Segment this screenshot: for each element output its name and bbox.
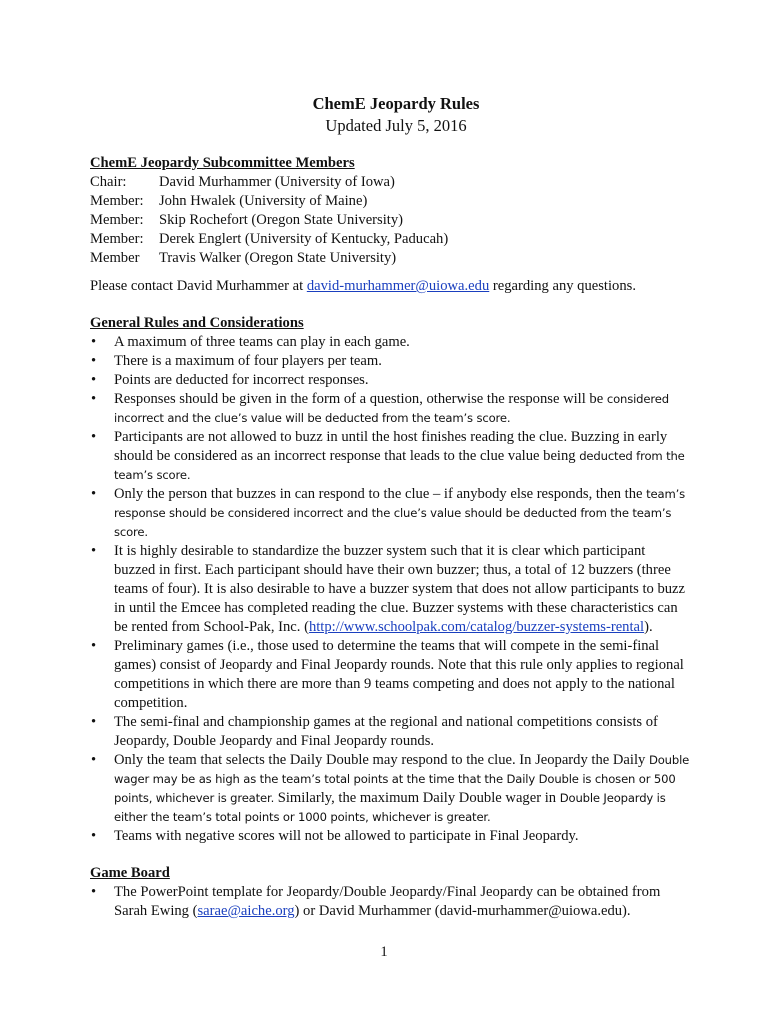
rule-text: A maximum of three teams can play in each game. [114, 334, 410, 350]
member-row [90, 230, 690, 249]
page-number: 1 [380, 944, 388, 960]
member-name: David Murhammer (University of Iowa) [159, 174, 395, 190]
rule-text: Only the person that buzzes in can respond to the clue – if anybody else responds, then the [114, 486, 647, 502]
contact-text: Please contact David Murhammer at [90, 278, 307, 294]
member-row [90, 249, 690, 268]
list-item [90, 371, 690, 390]
contact-email-link[interactable]: david-murhammer@uiowa.edu [306, 278, 490, 294]
general-rules-section [90, 314, 690, 846]
list-item [90, 883, 690, 921]
rule-text: Only the team that selects the Daily Double may respond to the clue. In Jeopardy the Daily [114, 752, 649, 768]
rule-text-end: ). [644, 619, 653, 635]
rule-text-end: ) or David Murhammer (david-murhammer@uiowa.edu). [294, 903, 631, 919]
game-board-heading: Game Board [90, 865, 170, 881]
list-item [90, 485, 690, 542]
rule-text: Participants are not allowed to buzz in until the host finishes reading the clue. Buzzing in early should be considered as an incorrect response that leads to the clue value being [114, 429, 668, 464]
general-rules-list [90, 333, 690, 846]
contact-text-end: regarding any questions. [489, 278, 636, 294]
rule-text: Teams with negative scores will not be allowed to participate in Final Jeopardy. [114, 828, 579, 844]
rule-text: Similarly, the maximum Daily Double wager in [274, 790, 560, 806]
rule-text: Points are deducted for incorrect responses. [114, 372, 369, 388]
rule-text-sans: deducted from the team’s score. [114, 449, 685, 482]
rule-text-sans: team’s response should be considered incorrect and the clue’s value should be deducted from the team’s score. [114, 487, 686, 539]
rule-text: Preliminary games (i.e., those used to determine the teams that will compete in the semi-final games) consist of Jeopardy and Final Jeopardy rounds. Note that this rule only applies to regional competitions in which there are more than 9 teams competing and does not apply to the national competition. [114, 638, 684, 711]
list-item [90, 428, 690, 485]
rule-text-sans: considered incorrect and the clue’s value will be deducted from the team’s score. [114, 392, 669, 425]
list-item [90, 713, 690, 751]
member-name: Skip Rochefort (Oregon State University) [159, 212, 403, 228]
member-role: Chair: [90, 174, 127, 190]
member-role: Member [90, 250, 140, 266]
members-heading: ChemE Jeopardy Subcommittee Members [90, 155, 355, 171]
member-role: Member: [90, 212, 144, 228]
rule-text: Responses should be given in the form of a question, otherwise the response will be [114, 391, 607, 407]
document-subtitle: Updated July 5, 2016 [325, 116, 467, 135]
member-row [90, 211, 690, 230]
rule-text-sans: Double wager may be as high as the team’s total points at the time that the Daily Double is chosen or 500 points, whichever is greater. [114, 753, 690, 805]
list-item [90, 751, 690, 827]
member-row [90, 192, 690, 211]
document-page [90, 94, 690, 921]
member-role: Member: [90, 193, 144, 209]
member-name: Travis Walker (Oregon State University) [159, 250, 397, 266]
list-item [90, 637, 690, 713]
game-board-section [90, 864, 690, 921]
list-item [90, 827, 690, 846]
member-role: Member: [90, 231, 144, 247]
members-section [90, 154, 690, 268]
list-item [90, 542, 690, 637]
document-title: ChemE Jeopardy Rules [312, 94, 480, 113]
rule-text: There is a maximum of four players per team. [114, 353, 382, 369]
rule-text: The PowerPoint template for Jeopardy/Double Jeopardy/Final Jeopardy can be obtained from Sarah Ewing ( [114, 884, 661, 919]
member-name: John Hwalek (University of Maine) [159, 193, 368, 209]
list-item [90, 390, 690, 428]
rule-text: The semi-final and championship games at the regional and national competitions consists of Jeopardy, Double Jeopardy and Final Jeopardy rounds. [114, 714, 658, 749]
member-name: Derek Englert (University of Kentucky, Paducah) [159, 231, 449, 247]
general-rules-heading: General Rules and Considerations [90, 315, 304, 331]
list-item [90, 352, 690, 371]
list-item [90, 333, 690, 352]
buzzer-rental-link[interactable]: http://www.schoolpak.com/catalog/buzzer-systems-rental [308, 619, 645, 635]
contact-line [90, 277, 690, 296]
member-row [90, 173, 690, 192]
sarah-email-link[interactable]: sarae@aiche.org [197, 903, 295, 919]
rule-text-sans: Double Jeopardy is either the team’s total points or 1000 points, whichever is greater. [114, 791, 666, 824]
rule-text: It is highly desirable to standardize the buzzer system such that it is clear which participant buzzed in first. Each participant should have their own buzzer; thus, a total of 12 buzzers (three teams of four). It is also desirable to have a buzzer system that does not allow participants to buzz in until the Emcee has completed reading the clue. Buzzer systems with these characteristics can be rented from School-Pak, Inc. ( [114, 543, 686, 635]
game-board-list [90, 883, 690, 921]
